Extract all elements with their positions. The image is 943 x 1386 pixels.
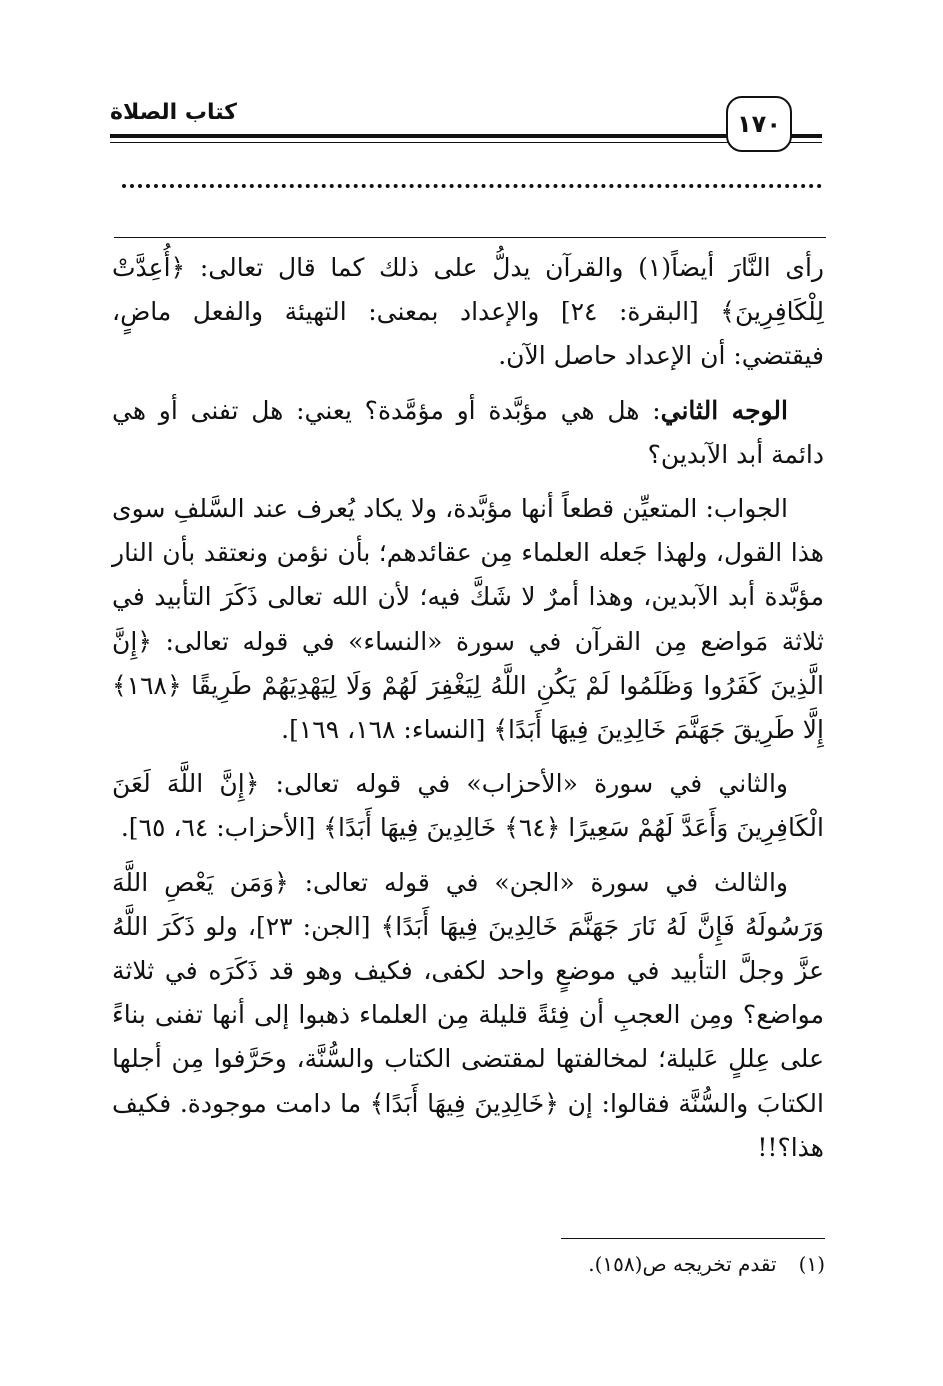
footnote	[588, 1250, 825, 1278]
footnote-text: تقدم تخريجه ص(١٥٨).	[588, 1252, 777, 1276]
dotted-separator	[122, 184, 822, 188]
main-text	[112, 246, 824, 1170]
book-title: كتاب الصلاة	[110, 100, 237, 125]
footnote-rule	[561, 1238, 825, 1239]
paragraph-5: والثالث في سورة «الجن» في قوله تعالى: ﴿وَمَن يَعْصِ اللَّهَ وَرَسُولَهُ فَإِنَّ لَهُ نَارَ جَهَنَّمَ خَالِدِينَ فِيهَا أَبَدًا﴾ [الجن: ٢٣]، ولو ذَكَرَ اللَّهُ عزَّ وجلَّ التأبيد في موضعٍ واحد لكفى، فكيف وهو قد ذَكَرَه في ثلاثة مواضع؟ ومِن العجبِ أن فِئةً قليلة مِن العلماء ذهبوا إلى أنها تفنى بناءً على عِللٍ عَليلة؛ لمخالفتها لمقتضى الكتاب والسُّنَّة، وحَرَّفوا مِن أجلها الكتابَ والسُّنَّة فقالوا: إن ﴿خَالِدِينَ فِيهَا أَبَدًا﴾ ما دامت موجودة. فكيف هذا؟!!	[112, 867, 824, 1162]
paragraph-2-heading: الوجه الثاني	[660, 395, 788, 425]
page-header	[110, 96, 822, 156]
content-top-rule	[114, 237, 826, 238]
paragraph-4: والثاني في سورة «الأحزاب» في قوله تعالى: ﴿إِنَّ اللَّهَ لَعَنَ الْكَافِرِينَ وَأَعَدَّ لَهُمْ سَعِيرًا ﴿٦٤﴾ خَالِدِينَ فِيهَا أَبَدًا﴾ [الأحزاب: ٦٤، ٦٥].	[112, 769, 824, 843]
header-rule-thin	[110, 142, 822, 143]
paragraph-3: الجواب: المتعيِّن قطعاً أنها مؤبَّدة، ولا يكاد يُعرف عند السَّلفِ سوى هذا القول، ولهذا جَعله العلماء مِن عقائدهم؛ بأن نؤمن ونعتقد بأن النار مؤبَّدة أبد الآبدين، وهذا أمرٌ لا شَكَّ فيه؛ لأن الله تعالى ذَكَرَ التأبيد في ثلاثة مَواضع مِن القرآن في سورة «النساء» في قوله تعالى: ﴿إِنَّ الَّذِينَ كَفَرُوا وَظَلَمُوا لَمْ يَكُنِ اللَّهُ لِيَغْفِرَ لَهُمْ وَلَا لِيَهْدِيَهُمْ طَرِيقًا ﴿١٦٨﴾ إِلَّا طَرِيقَ جَهَنَّمَ خَالِدِينَ فِيهَا أَبَدًا﴾ [النساء: ١٦٨، ١٦٩].	[112, 494, 824, 745]
page-number: ١٧٠	[726, 96, 792, 152]
header-rule-thick	[110, 134, 822, 138]
paragraph-1: رأى النَّارَ أيضاً(١) والقرآن يدلُّ على ذلك كما قال تعالى: ﴿أُعِدَّتْ لِلْكَافِرِينَ﴾ [البقرة: ٢٤] والإعداد بمعنى: التهيئة والفعل ماضٍ، فيقتضي: أن الإعداد حاصل الآن.	[112, 253, 825, 371]
footnote-number: (١)	[798, 1252, 825, 1276]
paragraph-2-text: : هل هي مؤبَّدة أو مؤمَّدة؟ يعني: هل تفنى أو هي دائمة أبد الآبدين؟	[112, 395, 824, 469]
paragraph-2	[112, 389, 824, 477]
